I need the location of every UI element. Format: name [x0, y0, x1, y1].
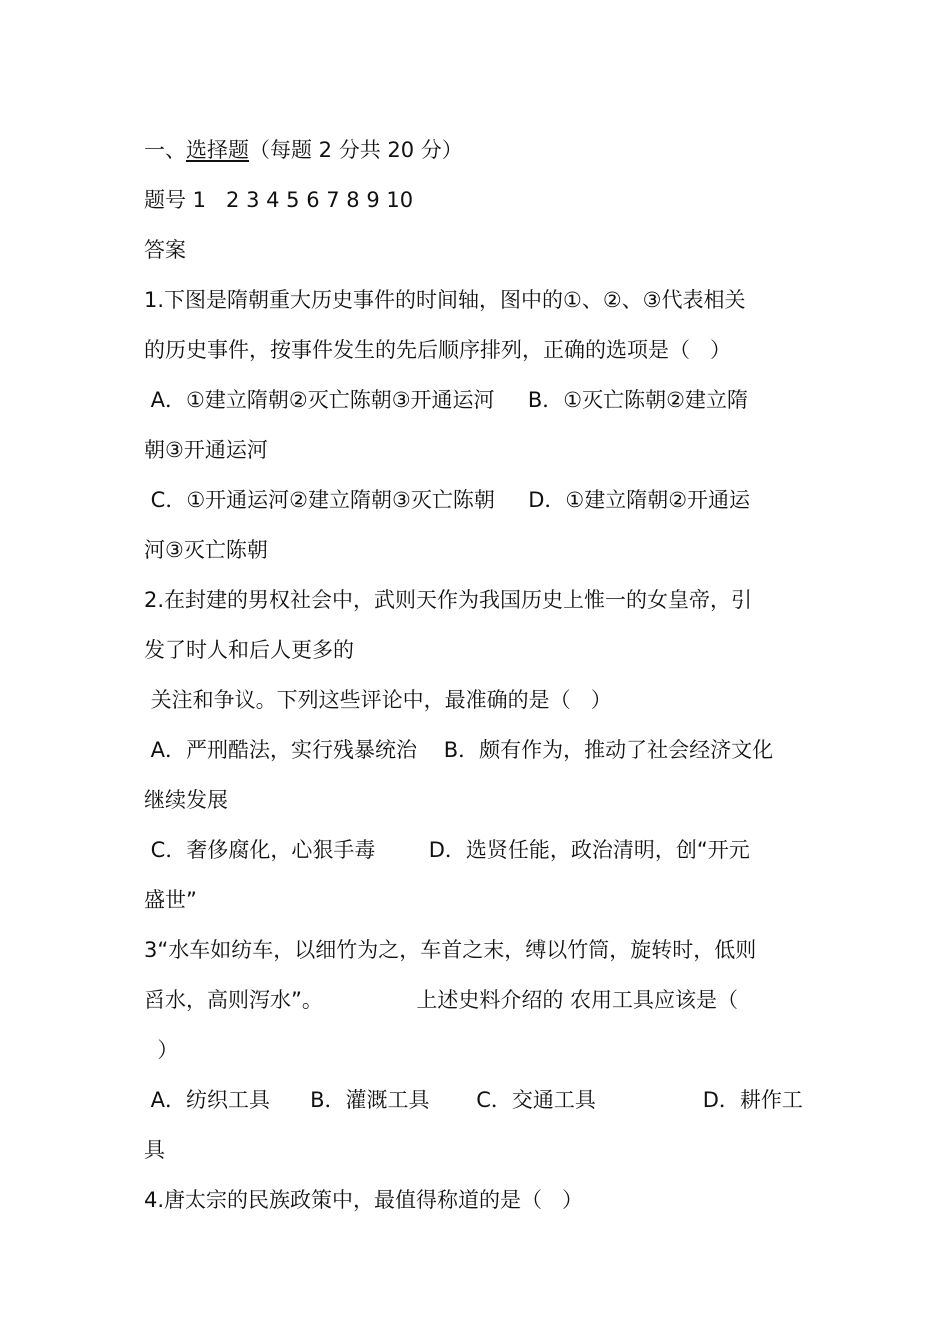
question-2-line-3: 关注和争议。下列这些评论中，最准确的是（ ）	[144, 688, 612, 712]
question-2-option-d-cont: 盛世”	[144, 888, 197, 912]
answer-table-header: 题号 1 2 3 4 5 6 7 8 9 10	[144, 188, 414, 212]
question-4-line-1: 4.唐太宗的民族政策中，最值得称道的是（ ）	[144, 1188, 584, 1212]
question-2-option-cd: C．奢侈腐化，心狠手毒 D．选贤任能，政治清明，创“开元	[144, 838, 750, 862]
question-1-line-1: 1.下图是隋朝重大历史事件的时间轴，图中的①、②、③代表相关	[144, 288, 746, 312]
question-3-option-d-cont: 具	[144, 1138, 165, 1162]
question-1-option-ab: A．①建立隋朝②灭亡陈朝③开通运河 B．①灭亡陈朝②建立隋	[144, 388, 748, 412]
answer-table-label: 答案	[144, 238, 186, 262]
section-title-link[interactable]: 选择题	[186, 138, 249, 162]
question-1-option-cd: C．①开通运河②建立隋朝③灭亡陈朝 D．①建立隋朝②开通运	[144, 488, 751, 512]
section-title	[144, 137, 463, 163]
question-1-option-d-cont: 河③灭亡陈朝	[144, 538, 268, 562]
question-3-line-1: 3“水车如纺车，以细竹为之，车首之末，缚以竹筒，旋转时，低则	[144, 938, 757, 962]
question-3-line-3: ）	[144, 1038, 179, 1062]
question-2-line-2: 发了时人和后人更多的	[144, 638, 354, 662]
question-1-line-2: 的历史事件，按事件发生的先后顺序排列，正确的选项是（ ）	[144, 338, 732, 362]
question-1-option-b-cont: 朝③开通运河	[144, 438, 268, 462]
question-3-options: A．纺织工具 B．灌溉工具 C．交通工具 D．耕作工	[144, 1088, 803, 1112]
section-title-prefix: 一、	[144, 138, 186, 162]
question-3-line-2: 舀水，高则泻水”。 上述史料介绍的 农用工具应该是（	[144, 988, 739, 1012]
question-2-line-1: 2.在封建的男权社会中，武则天作为我国历史上惟一的女皇帝，引	[144, 588, 753, 612]
section-title-suffix: （每题 2 分共 20 分）	[249, 138, 463, 162]
question-2-option-b-cont: 继续发展	[144, 788, 228, 812]
question-2-option-ab: A．严刑酷法，实行残暴统治 B．颇有作为，推动了社会经济文化	[144, 738, 774, 762]
